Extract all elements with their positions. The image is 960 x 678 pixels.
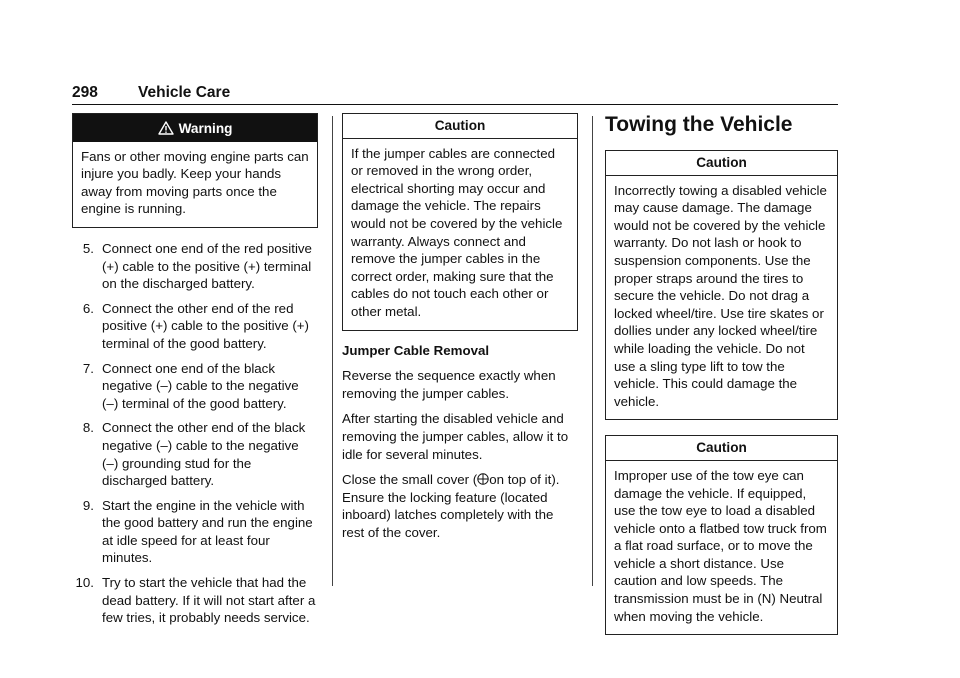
warning-title: Warning <box>178 121 233 136</box>
subheading-jumper-cable-removal: Jumper Cable Removal <box>342 342 490 358</box>
caution-text: If the jumper cables are connected or removed in the wrong order, electrical shorting may occur and damage the vehicle. The repairs would not be covered by the vehicle warranty. Always connect and remove the jumper cables in the correct order, making sure that the cables do not touch each other or other metal. <box>351 145 563 319</box>
list-item: 6. Connect the other end of the red positive (+) cable to the positive (+) terminal of the good battery. <box>82 300 309 351</box>
column-3 <box>605 113 838 635</box>
caution-box-jumper <box>342 113 578 331</box>
warning-triangle-icon <box>158 121 174 135</box>
list-item: 9. Start the engine in the vehicle with the good battery and run the engine at idle speed for at least four minutes. <box>82 497 313 566</box>
plus-circle-icon <box>477 473 489 485</box>
list-item: 5. Connect one end of the red positive (+) cable to the positive (+) terminal on the discharged battery. <box>82 240 312 292</box>
caution-text: Incorrectly towing a disabled vehicle may cause damage. The damage would not be covered by the vehicle warranty. Do not lash or hook to suspension components. Use the proper straps around the tires to secure the vehicle. Do not drag a locked wheel/tire. Use tire skates or dollies under any locked wheel/tire while loading the vehicle. Do not use a sling type lift to tow the vehicle. This could damage the vehicle. <box>614 182 827 409</box>
warning-box <box>72 113 318 228</box>
paragraph-idle: After starting the disabled vehicle and removing the jumper cables, allow it to idle for several minutes. <box>342 411 569 462</box>
page-number: 298 <box>72 84 98 101</box>
column-2 <box>342 113 578 541</box>
warning-text: Fans or other moving engine parts can injure you badly. Keep your hands away from moving parts once the engine is running. <box>81 148 309 217</box>
section-title-header: Vehicle Care <box>138 84 231 101</box>
caution-header: Caution <box>343 114 577 139</box>
jump-start-steps <box>72 240 318 627</box>
caution-box-tow-eye <box>605 435 838 635</box>
section-heading-towing: Towing the Vehicle <box>605 113 793 136</box>
column-divider-1 <box>332 116 333 586</box>
list-item: 8. Connect the other end of the black negative (–) cable to the negative (–) grounding stud for the discharged battery. <box>82 420 306 489</box>
column-1 <box>72 113 318 634</box>
paragraph-close-cover: Close the small cover ( on top of it). Ensure the locking feature (located inboard) latches completely with the rest of the cover. <box>342 472 560 540</box>
list-item: 7. Connect one end of the black negative (–) cable to the negative (–) terminal of the good battery. <box>82 360 299 411</box>
column-divider-2 <box>592 116 593 586</box>
paragraph-reverse-sequence: Reverse the sequence exactly when removing the jumper cables. <box>342 368 556 401</box>
caution-text: Improper use of the tow eye can damage the vehicle. If equipped, use the tow eye to load a disabled vehicle onto a flatbed tow truck from a flat road surface, or to move the vehicle a short distance. Use caution and low speeds. The transmission must be in (N) Neutral when moving the vehicle. <box>614 467 827 624</box>
list-item: 10. Try to start the vehicle that had the dead battery. If it will not start after a few tries, it probably needs service. <box>75 575 316 626</box>
caution-header: Caution <box>606 436 837 461</box>
caution-header: Caution <box>606 151 837 176</box>
page-header <box>72 82 838 105</box>
warning-header <box>73 114 317 142</box>
caution-box-towing <box>605 150 838 420</box>
